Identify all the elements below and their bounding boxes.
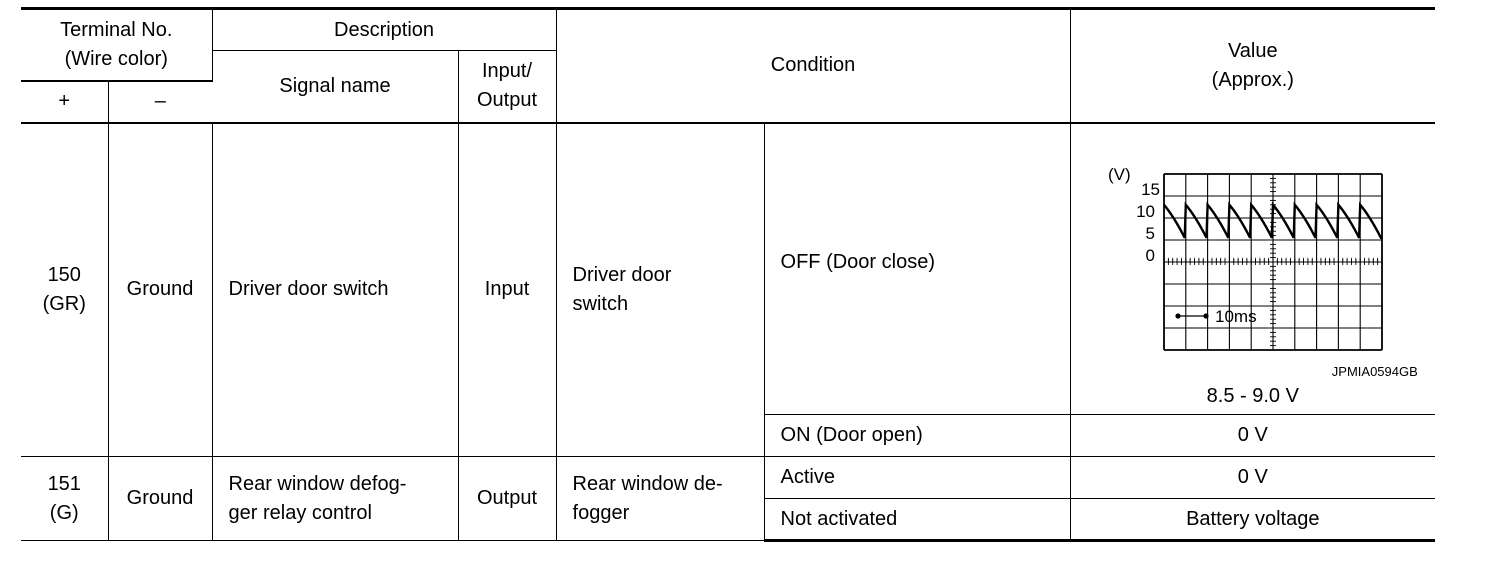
terminal-spec-table — [21, 7, 1435, 542]
value-text: 8.5 - 9.0 V — [1206, 384, 1299, 407]
terminal-number: 150 — [47, 263, 81, 286]
y-unit-label: (V) — [1107, 164, 1131, 184]
condition-cell — [556, 457, 764, 541]
description-header: Description — [212, 9, 556, 51]
value-cell: 0 V — [1070, 457, 1435, 499]
wire-color: (GR) — [42, 292, 86, 315]
condition-line: Driver door — [572, 263, 672, 286]
state-cell: ON (Door open) — [764, 415, 1070, 457]
minus-header: – — [108, 81, 212, 123]
y-tick-label: 15 — [1140, 179, 1160, 199]
input-output-header — [458, 51, 556, 123]
ground-cell: Ground — [108, 457, 212, 541]
terminal-no-label: Terminal No. — [60, 18, 173, 41]
ground-cell: Ground — [108, 123, 212, 457]
approx-label: (Approx.) — [1211, 68, 1294, 91]
io-cell: Output — [458, 457, 556, 541]
oscilloscope-waveform — [1088, 164, 1418, 364]
terminal-150-cell — [21, 123, 108, 457]
condition-line: fogger — [572, 501, 630, 524]
output-label: Output — [477, 89, 538, 112]
signal-name-cell — [212, 457, 458, 541]
waveform-trace — [1164, 204, 1382, 237]
value-cell: Battery voltage — [1070, 499, 1435, 541]
plus-header: + — [21, 81, 108, 123]
wire-color: (G) — [49, 501, 79, 524]
terminal-151-cell — [21, 457, 108, 541]
state-cell: Not activated — [764, 499, 1070, 541]
wire-color-label: (Wire color) — [64, 47, 168, 70]
signal-name-header: Signal name — [212, 51, 458, 123]
io-cell: Input — [458, 123, 556, 457]
input-label: Input/ — [482, 60, 533, 83]
value-header — [1070, 9, 1435, 123]
waveform-value-cell — [1070, 123, 1435, 415]
signal-line: ger relay control — [228, 501, 372, 524]
condition-cell — [556, 123, 764, 457]
signal-line: Rear window defog- — [228, 472, 407, 495]
value-label: Value — [1227, 39, 1278, 62]
condition-header: Condition — [556, 9, 1070, 123]
state-cell: Active — [764, 457, 1070, 499]
y-tick-label: 5 — [1145, 223, 1155, 243]
y-tick-label: 10 — [1135, 201, 1155, 221]
time-scale-label: 10ms — [1214, 306, 1257, 326]
condition-line: switch — [572, 292, 629, 315]
signal-name-cell: Driver door switch — [212, 123, 458, 457]
terminal-number: 151 — [47, 472, 81, 495]
value-cell: 0 V — [1070, 415, 1435, 457]
time-scale-marker — [1175, 313, 1208, 318]
figure-id: JPMIA0594GB — [1331, 363, 1418, 379]
y-tick-label: 0 — [1145, 245, 1155, 265]
state-cell: OFF (Door close) — [764, 123, 1070, 415]
waveform-figure — [1088, 164, 1418, 404]
condition-line: Rear window de- — [572, 472, 723, 495]
terminal-no-header — [21, 9, 212, 81]
scope-grid — [1164, 174, 1382, 350]
